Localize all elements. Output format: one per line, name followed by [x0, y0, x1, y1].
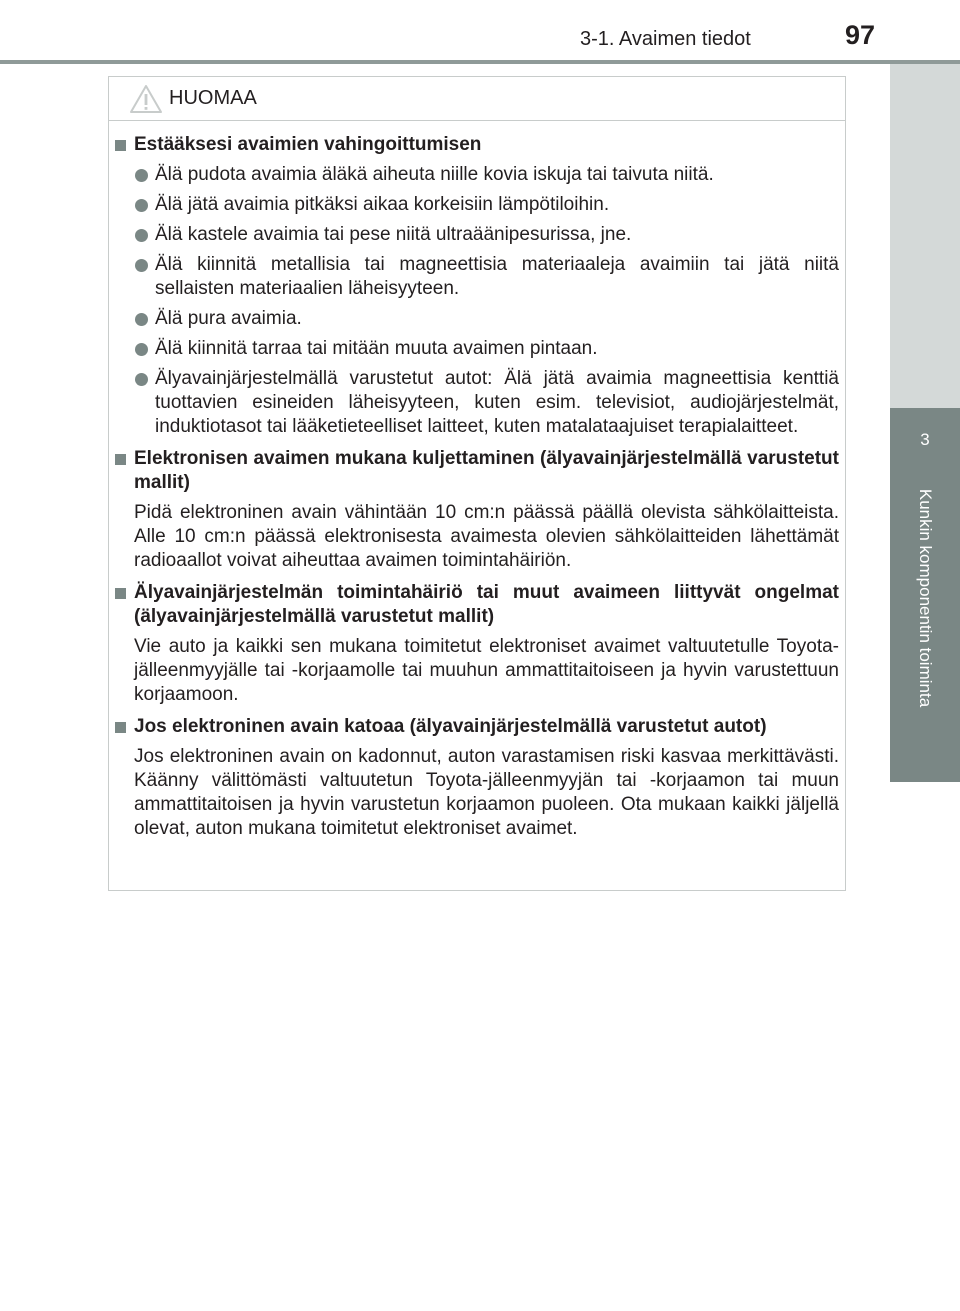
- list-item: Älä kiinnitä metallisia tai magneettisia materiaaleja avaimiin tai jätä niitä sellaisten materiaalien läheisyyteen.: [115, 253, 839, 301]
- section-heading: Jos elektroninen avain katoaa (älyavainjärjestelmällä varustetut autot): [115, 715, 839, 739]
- list-item: Älyavainjärjestelmällä varustetut autot: Älä jätä avaimia magneettisia kenttiä tuottavien esineiden läheisyyteen, kuten esim. televisiot, audiojärjestelmät, induktiotasot tai lääketieteelliset laitteet, kuten matalataajuiset terapialaitteet.: [115, 367, 839, 439]
- warning-triangle-icon: [129, 84, 163, 114]
- notice-header: [109, 77, 845, 121]
- list-item: Älä kiinnitä tarraa tai mitään muuta avaimen pintaan.: [115, 337, 839, 361]
- circle-bullet-icon: [135, 199, 148, 212]
- list-item: Älä jätä avaimia pitkäksi aikaa korkeisiin lämpötiloihin.: [115, 193, 839, 217]
- section-paragraph: Jos elektroninen avain on kadonnut, auton varastamisen riski kasvaa merkittävästi. Käänny välittömästi valtuutetun Toyota-jälleenmyyjän tai -korjaamon tai muun ammattitaitoisen ja hyvin varustetun korjaamon puoleen. Ota mukaan kaikki jäljellä olevat, auton mukana toimitetut elektroniset avaimet.: [134, 746, 839, 839]
- side-tab-upper: [890, 64, 960, 408]
- page-number: 97: [845, 20, 876, 50]
- list-item: Älä pura avaimia.: [115, 307, 839, 331]
- header-rule: [0, 60, 960, 64]
- circle-bullet-icon: [135, 169, 148, 182]
- list-item: Älä pudota avaimia äläkä aiheuta niille kovia iskuja tai taivuta niitä.: [115, 163, 839, 187]
- section-title: 3-1. Avaimen tiedot: [580, 28, 751, 50]
- section-heading: Älyavainjärjestelmän toimintahäiriö tai muut avaimeen liittyvät ongelmat (älyavainjärjestelmällä varustetut mallit): [115, 581, 839, 629]
- notice-body: [115, 133, 839, 846]
- notice-section: [115, 715, 839, 841]
- section-heading: Elektronisen avaimen mukana kuljettaminen (älyavainjärjestelmällä varustetut mallit): [115, 447, 839, 495]
- circle-bullet-icon: [135, 259, 148, 272]
- notice-section: [115, 447, 839, 573]
- circle-bullet-icon: [135, 229, 148, 242]
- section-paragraph: Vie auto ja kaikki sen mukana toimitetut elektroniset avaimet valtuutetulle Toyota-jälleenmyyjälle tai -korjaamolle tai muuhun ammattitaitoiseen ja hyvin varustettuun korjaamoon.: [134, 636, 839, 705]
- section-paragraph: Pidä elektroninen avain vähintään 10 cm:n päässä päällä olevista sähkölaitteista. Alle 10 cm:n päässä elektronisesta avaimesta olevien sähkölaitteiden lähettämät radioaallot voivat aiheuttaa avaimen toimintahäiriön.: [134, 502, 839, 571]
- square-bullet-icon: [115, 722, 126, 733]
- circle-bullet-icon: [135, 343, 148, 356]
- section-heading: Estääksesi avaimien vahingoittumisen: [115, 133, 839, 157]
- circle-bullet-icon: [135, 373, 148, 386]
- chapter-title: Kunkin komponentin toiminta: [916, 488, 935, 708]
- square-bullet-icon: [115, 454, 126, 465]
- notice-section: [115, 133, 839, 439]
- chapter-number: 3: [920, 430, 930, 449]
- notice-box: [108, 76, 846, 891]
- list-item: Älä kastele avaimia tai pese niitä ultraäänipesurissa, jne.: [115, 223, 839, 247]
- circle-bullet-icon: [135, 313, 148, 326]
- notice-title: HUOMAA: [169, 87, 257, 109]
- square-bullet-icon: [115, 588, 126, 599]
- notice-section: [115, 581, 839, 707]
- square-bullet-icon: [115, 140, 126, 151]
